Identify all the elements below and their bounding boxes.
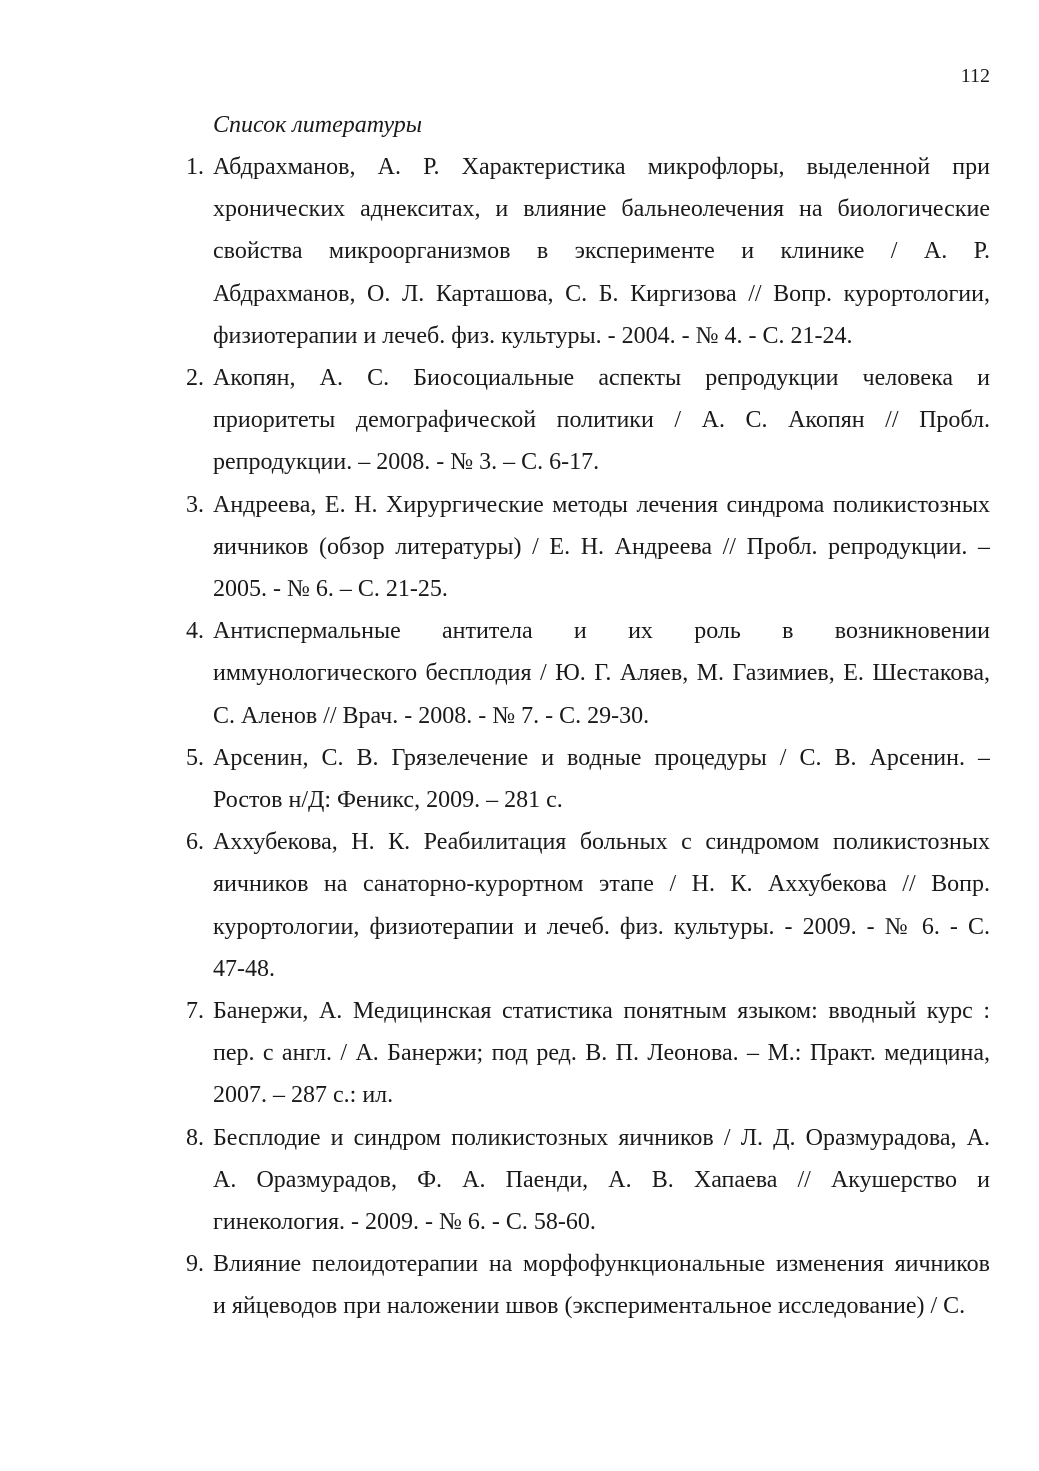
reference-item bbox=[0, 821, 1039, 990]
reference-item bbox=[0, 737, 1039, 821]
reference-text-line: Банержи, А. Медицинская статистика понятным языком: вводный курс : bbox=[213, 998, 990, 1025]
reference-item bbox=[0, 1243, 1039, 1327]
reference-item bbox=[0, 610, 1039, 737]
reference-number: 9. bbox=[186, 1251, 204, 1278]
reference-list bbox=[0, 146, 1039, 1328]
reference-item bbox=[0, 990, 1039, 1117]
reference-text-line: Влияние пелоидотерапии на морфофункциональные изменения яичников bbox=[213, 1251, 990, 1278]
reference-text-line: А. Оразмурадов, Ф. А. Паенди, А. В. Хапаева // Акушерство и bbox=[213, 1166, 990, 1193]
reference-number: 3. bbox=[186, 491, 204, 518]
reference-text-line: приоритеты демографической политики / А. С. Акопян // Пробл. bbox=[213, 407, 990, 434]
reference-text-line: иммунологического бесплодия / Ю. Г. Аляев, М. Газимиев, Е. Шестакова, bbox=[213, 660, 990, 687]
reference-text-line: физиотерапии и лечеб. физ. культуры. - 2004. - № 4. - С. 21-24. bbox=[213, 322, 853, 349]
reference-number: 4. bbox=[186, 618, 204, 645]
reference-text-line: и яйцеводов при наложении швов (экспериментальное исследование) / С. bbox=[213, 1293, 966, 1320]
reference-text-line: 2007. – 287 с.: ил. bbox=[213, 1082, 394, 1109]
reference-text-line: 2005. - № 6. – С. 21-25. bbox=[213, 576, 448, 603]
reference-text-line: хронических аднекситах, и влияние бальнеолечения на биологические bbox=[213, 196, 990, 223]
reference-item bbox=[0, 1117, 1039, 1244]
reference-text-line: Аххубекова, Н. К. Реабилитация больных с синдромом поликистозных bbox=[213, 829, 990, 856]
reference-item bbox=[0, 357, 1039, 484]
reference-text-line: свойства микроорганизмов в эксперименте и клинике / А. Р. bbox=[213, 238, 990, 265]
reference-text-line: С. Аленов // Врач. - 2008. - № 7. - С. 29-30. bbox=[213, 702, 650, 729]
reference-number: 8. bbox=[186, 1124, 204, 1151]
reference-text-line: Арсенин, С. В. Грязелечение и водные процедуры / С. В. Арсенин. – bbox=[213, 744, 990, 771]
reference-number: 1. bbox=[186, 154, 204, 180]
reference-text-line: Ростов н/Д: Феникс, 2009. – 281 с. bbox=[213, 787, 563, 814]
reference-item bbox=[0, 484, 1039, 611]
reference-number: 7. bbox=[186, 998, 204, 1025]
reference-text-line: яичников на санаторно-курортном этапе / Н. К. Аххубекова // Вопр. bbox=[213, 871, 990, 898]
page-title: Список литературы bbox=[213, 112, 423, 138]
reference-text-line: пер. с англ. / А. Банержи; под ред. В. П. Леонова. – М.: Практ. медицина, bbox=[213, 1040, 990, 1067]
reference-text-line: яичников (обзор литературы) / Е. Н. Андреева // Пробл. репродукции. – bbox=[213, 533, 990, 560]
reference-text-line: гинекология. - 2009. - № 6. - С. 58-60. bbox=[213, 1209, 596, 1236]
reference-text-line: Абдрахманов, О. Л. Карташова, С. Б. Киргизова // Вопр. курортологии, bbox=[213, 280, 990, 307]
reference-text-line: 47-48. bbox=[213, 955, 275, 982]
reference-text-line: репродукции. – 2008. - № 3. – С. 6-17. bbox=[213, 449, 600, 476]
reference-number: 5. bbox=[186, 744, 204, 771]
reference-text-line: Абдрахманов, А. Р. Характеристика микрофлоры, выделенной при bbox=[213, 154, 990, 180]
reference-number: 6. bbox=[186, 829, 204, 856]
reference-text-line: Бесплодие и синдром поликистозных яичников / Л. Д. Оразмурадова, А. bbox=[213, 1124, 990, 1151]
reference-text-line: курортологии, физиотерапии и лечеб. физ. культуры. - 2009. - № 6. - С. bbox=[213, 913, 990, 940]
reference-text-line: Андреева, Е. Н. Хирургические методы лечения синдрома поликистозных bbox=[213, 491, 990, 518]
reference-text-line: Акопян, А. С. Биосоциальные аспекты репродукции человека и bbox=[213, 365, 990, 392]
page-number: 112 bbox=[960, 65, 990, 87]
reference-text-line: Антиспермальные антитела и их роль в возникновении bbox=[213, 618, 990, 645]
reference-number: 2. bbox=[186, 365, 204, 392]
reference-item bbox=[0, 146, 1039, 357]
